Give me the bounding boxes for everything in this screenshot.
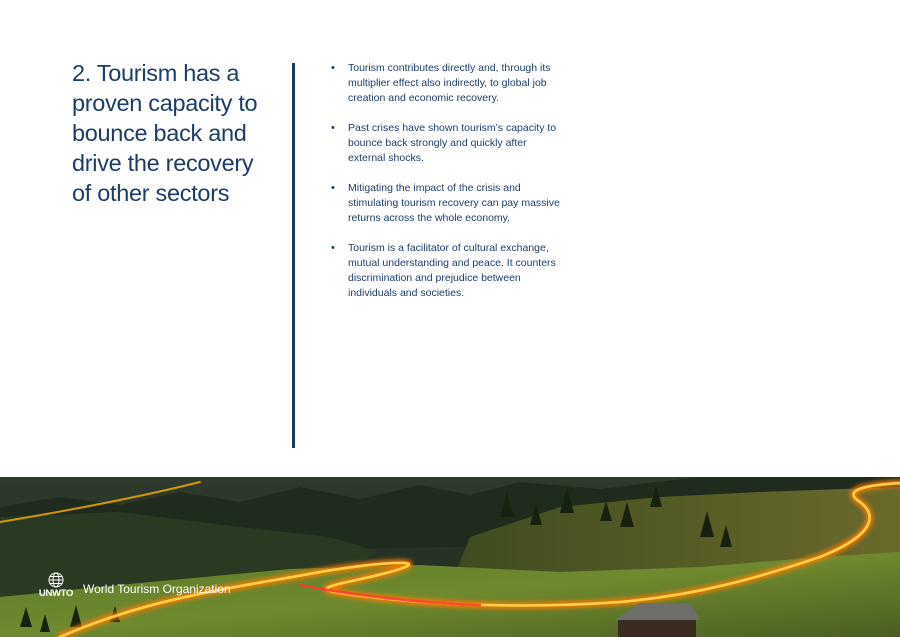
bullet-item [331, 121, 561, 166]
bullet-icon: • [331, 122, 335, 134]
bullet-item [331, 241, 561, 301]
bullet-text: Mitigating the impact of the crisis and stimulating tourism recovery can pay massive returns across the whole economy. [348, 182, 560, 224]
bullet-item [331, 61, 561, 106]
footer-landscape-photo [0, 477, 900, 637]
vertical-divider [292, 63, 295, 448]
landscape-illustration [0, 477, 900, 637]
bullet-icon: • [331, 182, 335, 194]
bullet-list [331, 61, 561, 316]
bullet-text: Tourism is a facilitator of cultural exchange, mutual understanding and peace. It counters discrimination and prejudice between individuals and societies. [348, 242, 556, 299]
bullet-icon: • [331, 242, 335, 254]
section-title: 2. Tourism has a proven capacity to bounce back and drive the recovery of other sectors [72, 60, 258, 206]
bullet-item [331, 181, 561, 226]
logo-text: UNWTO [38, 588, 74, 599]
unwto-logo [38, 572, 74, 602]
organization-name: World Tourism Organization [83, 582, 231, 596]
globe-icon [38, 572, 74, 588]
bullet-text: Tourism contributes directly and, through its multiplier effect also indirectly, to global job creation and economic recovery. [348, 62, 551, 104]
bullet-text: Past crises have shown tourism’s capacity to bounce back strongly and quickly after external shocks. [348, 122, 557, 164]
bullet-icon: • [331, 62, 335, 74]
